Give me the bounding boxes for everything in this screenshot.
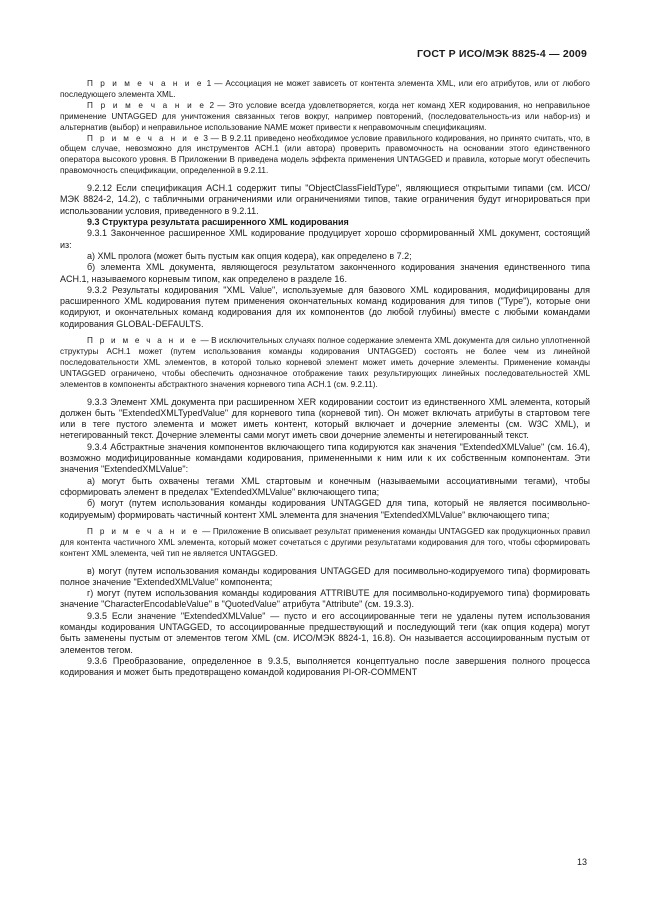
note-label: П р и м е ч а н и е xyxy=(87,100,207,110)
page-body xyxy=(60,79,590,679)
note-1 xyxy=(60,79,590,101)
list-item-a: а) XML пролога (может быть пустым как опция кодера), как определено в 7.2; xyxy=(87,250,412,261)
note-number: 1 — xyxy=(203,79,226,88)
list-item-b: б) элемента XML документа, являющегося результатом законченного кодирования значения единственного типа ACH.1, называемого корневым типом, как определено в разделе 16. xyxy=(60,262,590,284)
list-item-b: б) могут (путем использования команды кодирования UNTAGGED для типа, который не является посимвольно-кодируемым) формировать частичный контент XML элемента для значения "ExtendedXMLValue" включающего типа; xyxy=(60,498,590,520)
list-item-g: г) могут (путем использования команды кодирования ATTRIBUTE для посимвольно-кодируемого типа) формировать значение "CharacterEncodableValue" в "QuotedValue" атрибута "Attribute" (см. 19.3.3). xyxy=(60,588,590,610)
note-5 xyxy=(60,527,590,560)
paragraph-9-3-1: 9.3.1 Законченное расширенное XML кодирование продуцирует хорошо сформированный XML документ, состоящий из: xyxy=(60,228,590,250)
note-number: 2 — xyxy=(206,100,229,110)
note-number: — xyxy=(199,526,213,536)
note-2 xyxy=(60,101,590,134)
note-4 xyxy=(60,336,590,391)
paragraph-9-3-2: 9.3.2 Результаты кодирования "XML Value", используемые для базового XML кодирования, модифицированы для расширенного XML кодирования путем применения окончательных команд кодирования для типов ("Type"), которые они кодируют, и окончательных команд кодирования для их компонентов (до любой глубины) вместе с любыми командами кодирования GLOBAL-DEFAULTS. xyxy=(60,284,590,329)
paragraph-9-3-3: 9.3.3 Элемент XML документа при расширенном XER кодировании состоит из единственного XML элемента, который должен быть "ExtendedXMLTypedValue" для корневого типа (корневой тип). Он может включать атрибуты в стартовом теге или в теге пустого элемента и может иметь контент, который включает и дочерние элементы (см. W3C XML), и нетегированный текст. Дочерние элементы сами могут иметь свои дочерние элементы и нетегированный текст. xyxy=(60,396,590,441)
note-label: П р и м е ч а н и е xyxy=(87,79,204,88)
note-3 xyxy=(60,134,590,178)
note-text: Это условие всегда удовлетворяется, когда нет команд XER кодирования, но неправильное применение UNTAGGED для уничтожения связанных тегов вокруг, например повторений, (последовательность-из или набор-из) и альтернатив (выбор) и неправильное использование NAME может привести к неправомочным спецификациям. xyxy=(60,100,590,132)
note-text: В 9.2.11 приведено необходимое условие правильного кодирования, но принято считать, что, в общем случае, невозможно для инструментов ACH.1 (или автора) проверить правомочность на основании этого единственного оператора высокого уровня. В Приложении В приведена модель эффекта применения UNTAGGED и правила, которые могут обеспечить правомочность спецификации, определенной в 9.2.11. xyxy=(60,133,590,176)
note-text: Приложение В описывает результат применения команды UNTAGGED как продукционных правил для контента частичного XML элемента, который может сочетаться с другими результатами кодирования для того, чтобы сформировать контент XML элемента, чей тип не является UNTAGGED. xyxy=(60,526,590,558)
section-heading-9-3: 9.3 Структура результата расширенного XML кодирования xyxy=(87,217,349,228)
page-number: 13 xyxy=(576,857,587,867)
note-number: — xyxy=(198,336,212,346)
paragraph-9-3-5: 9.3.5 Если значение "ExtendedXMLValue" — пусто и его ассоциированные теги не удалены путем использования команды кодирования UNTAGGED, то ассоциированные предшествующий и последующий теги (как опция кодера) могут быть заменены пустым от элементов тегом XML (см. ИСО/МЭК 8824-1, 16.8). Он называется ассоциированным пустым от элементов тегом. xyxy=(60,610,590,655)
page-header: ГОСТ Р ИСО/МЭК 8825-4 — 2009 xyxy=(416,48,587,60)
note-text: В исключительных случаях полное содержание элемента XML документа для сильно уплотненной структуры ACH.1 может (путем использования команды кодирования UNTAGGED) состоять не более чем из линейной последовательности XML элементов, в которой только корневой элемент может иметь дочерние элементы. Применение команды UNTAGGED ограничено, чтобы обеспечить однозначное отображение таких результирующих линейных последовательностей XML элементов в компоненты абстрактного значения корневого типа ACH.1 (см. 9.2.11). xyxy=(60,336,590,389)
paragraph-9-2-12: 9.2.12 Если спецификация ACH.1 содержит типы "ObjectClassFieldType", являющиеся открытыми типами (см. ИСО/МЭК 8824-2, 14.2), с табличными ограничениями или ограничениями типов, такие ограничения будут игнорироваться при использовании условия, приведенного в 9.2.11. xyxy=(60,183,590,216)
note-text: Ассоциация не может зависеть от контента элемента XML, или его атрибутов, или от любого последующего элемента XML. xyxy=(60,79,590,99)
list-item-a: а) могут быть охвачены тегами XML стартовым и конечным (называемыми ассоциативными тегами), чтобы сформировать элемент в пределах "ExtendedXMLValue" включающего типа; xyxy=(60,475,590,497)
note-label: П р и м е ч а н и е xyxy=(87,336,199,346)
note-number: 3 — xyxy=(200,133,222,143)
note-label: П р и м е ч а н и е xyxy=(87,526,200,536)
note-label: П р и м е ч а н и е xyxy=(87,133,201,143)
paragraph-9-3-4: 9.3.4 Абстрактные значения компонентов включающего типа кодируются как значения "ExtendedXMLValue" (см. 16.4), возможно модифицированные командами кодирования, примененными к ним или к их собственным компонентам. Эти значения "ExtendedXMLValue": xyxy=(60,441,590,475)
list-item-v: в) могут (путем использования команды кодирования UNTAGGED для посимвольно-кодируемого типа) формировать полное значение "ExtendedXMLValue" компонента; xyxy=(60,565,590,587)
paragraph-9-3-6: 9.3.6 Преобразование, определенное в 9.3.5, выполняется концептуально после завершения полного процесса кодирования и может быть предотвращено командой кодирования PI-OR-COMMENT xyxy=(60,655,590,678)
